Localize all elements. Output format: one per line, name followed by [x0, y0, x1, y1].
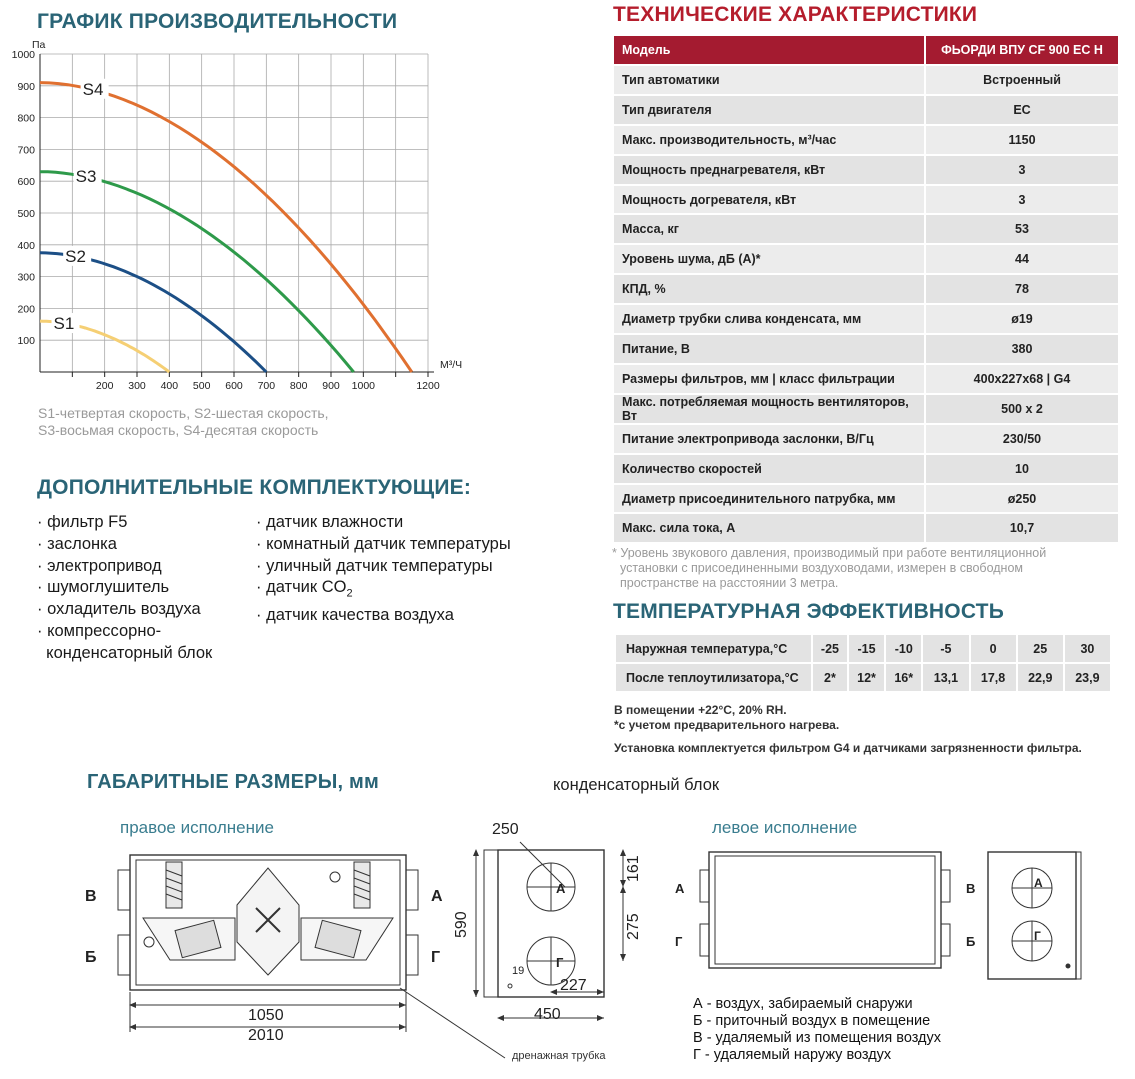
specs-value: 53	[925, 214, 1119, 244]
specs-row	[613, 155, 1119, 185]
temp-note-1: В помещении +22°С, 20% RH.	[614, 703, 787, 717]
cond-label-g: Г	[556, 955, 564, 970]
legend-item: Г - удаляемый наружу воздух	[693, 1047, 892, 1063]
temp-cell: 13,1	[922, 663, 969, 692]
footnote-line: пространстве на расстоянии 3 метра.	[620, 576, 839, 590]
footnote-line: установки с присоединенными воздуховодами, измерен в свободном	[620, 561, 1023, 575]
specs-header-row	[613, 35, 1119, 65]
y-tick-label: 1000	[11, 49, 35, 61]
specs-row	[613, 484, 1119, 514]
temp-cell: 2*	[812, 663, 848, 692]
y-tick-label: 300	[17, 271, 35, 284]
chart-caption	[38, 405, 329, 439]
dim-161: 161	[625, 855, 642, 882]
specs-value: Встроенный	[925, 65, 1119, 95]
x-tick-label: 1000	[351, 380, 376, 392]
accessory-item: · уличный датчик температуры	[256, 556, 493, 575]
accessory-item: · датчик влажности	[256, 513, 404, 531]
specs-row	[613, 214, 1119, 244]
specs-value: 400x227x68 | G4	[925, 364, 1119, 394]
specs-row	[613, 125, 1119, 155]
temp-cell: -10	[885, 634, 922, 663]
specs-value: ø250	[925, 484, 1119, 514]
temp-row	[615, 634, 1111, 663]
specs-row	[613, 334, 1119, 364]
accessories-title: ДОПОЛНИТЕЛЬНЫЕ КОМПЛЕКТУЮЩИЕ:	[37, 476, 472, 499]
specs-label: Мощность преднагревателя, кВт	[613, 155, 925, 185]
dim-250: 250	[492, 821, 519, 838]
accessory-item: · электропривод	[37, 556, 162, 575]
chart-caption-line: S3-восьмая скорость, S4-десятая скорость	[38, 422, 319, 438]
specs-row	[613, 454, 1119, 484]
y-tick-label: 600	[17, 176, 35, 189]
x-tick-label: 600	[225, 380, 243, 392]
temp-cell: -15	[848, 634, 885, 663]
specs-row	[613, 65, 1119, 95]
temp-table	[614, 633, 1112, 693]
temp-cell: 30	[1064, 634, 1111, 663]
y-tick-label: 200	[17, 303, 35, 316]
specs-label: Тип автоматики	[613, 65, 925, 95]
left-cond-label-a: А	[1034, 876, 1043, 890]
dim-590: 590	[453, 911, 470, 938]
temp-cell: -5	[922, 634, 969, 663]
specs-value: 3	[925, 155, 1119, 185]
accessories-col-1	[37, 512, 212, 665]
temp-note-3: Установка комплектуется фильтром G4 и датчиками загрязненности фильтра.	[614, 741, 1082, 755]
specs-value: ø19	[925, 304, 1119, 334]
accessory-item: · охладитель воздуха	[37, 600, 201, 619]
left-label-g: Г	[675, 934, 683, 949]
dim-label-g-right: Г	[431, 949, 441, 966]
x-tick-label: 400	[160, 380, 179, 392]
accessory-item	[256, 577, 511, 605]
series-label-s4: S4	[82, 79, 104, 99]
temp-cell: 17,8	[970, 663, 1017, 692]
accessory-item: конденсаторный блок	[37, 643, 213, 662]
y-tick-label: 400	[17, 239, 35, 252]
specs-label: Мощность догревателя, кВт	[613, 185, 925, 215]
specs-label: Диаметр присоединительного патрубка, мм	[613, 484, 925, 514]
temp-cell: 0	[970, 634, 1017, 663]
specs-header-cell: Модель	[613, 35, 925, 65]
specs-row	[613, 244, 1119, 274]
dim-label-a-right: А	[431, 888, 443, 905]
temp-cell: 25	[1017, 634, 1064, 663]
specs-value: 500 x 2	[925, 394, 1119, 424]
temp-cell: -25	[812, 634, 848, 663]
specs-value: EC	[925, 95, 1119, 125]
temp-title: ТЕМПЕРАТУРНАЯ ЭФФЕКТИВНОСТЬ	[613, 600, 1004, 623]
condenser-drawing	[476, 842, 623, 1018]
accessory-item: · заслонка	[37, 534, 117, 553]
specs-row	[613, 185, 1119, 215]
x-axis-label: М³/Ч	[440, 359, 463, 371]
x-tick-label: 800	[289, 380, 308, 392]
series-line-s3	[40, 172, 354, 372]
temp-label: Наружная температура,°С	[615, 634, 812, 663]
accessory-item: · шумоглушитель	[37, 578, 170, 597]
specs-label: Размеры фильтров, мм | класс фильтрации	[613, 364, 925, 394]
specs-label: Макс. производительность, м³/час	[613, 125, 925, 155]
dim-2010: 2010	[248, 1027, 284, 1044]
right-version-label: правое исполнение	[120, 818, 274, 837]
specs-label: Питание, В	[613, 334, 925, 364]
x-tick-label: 900	[322, 380, 340, 392]
specs-label: Макс. сила тока, А	[613, 513, 925, 543]
specs-footnote	[612, 546, 1046, 591]
specs-label: Масса, кг	[613, 214, 925, 244]
temp-cell: 23,9	[1064, 663, 1111, 692]
temp-cell: 16*	[885, 663, 922, 692]
legend-item: А - воздух, забираемый снаружи	[693, 996, 913, 1012]
chart-title: ГРАФИК ПРОИЗВОДИТЕЛЬНОСТИ	[37, 10, 398, 33]
x-tick-label: 300	[128, 380, 146, 392]
specs-row	[613, 364, 1119, 394]
y-axis-label: Па	[32, 39, 46, 51]
specs-value: 10,7	[925, 513, 1119, 543]
specs-row	[613, 274, 1119, 304]
dims-title: ГАБАРИТНЫЕ РАЗМЕРЫ, мм	[87, 771, 380, 793]
specs-label: Тип двигателя	[613, 95, 925, 125]
dim-19: 19	[512, 965, 525, 977]
dim-label-b-right: Б	[85, 949, 97, 966]
temp-label: После теплоутилизатора,°С	[615, 663, 812, 692]
left-cond-label-g: Г	[1034, 929, 1041, 943]
specs-value: 10	[925, 454, 1119, 484]
specs-value: 1150	[925, 125, 1119, 155]
dim-1050: 1050	[248, 1007, 284, 1024]
series-label-s2: S2	[65, 246, 86, 266]
drain-tube-label: дренажная трубка	[512, 1050, 606, 1062]
x-tick-label: 700	[257, 380, 276, 392]
series-line-s4	[40, 83, 412, 372]
temp-cell: 12*	[848, 663, 885, 692]
specs-row	[613, 95, 1119, 125]
left-version-drawing	[700, 852, 1081, 979]
y-tick-label: 500	[17, 208, 35, 220]
specs-value: 44	[925, 244, 1119, 274]
legend-item: В - удаляемый из помещения воздух	[693, 1030, 942, 1046]
right-version-drawing	[118, 855, 505, 1058]
condenser-block-label: конденсаторный блок	[553, 776, 720, 794]
left-label-v: В	[966, 881, 976, 896]
x-tick-label: 200	[95, 380, 114, 392]
specs-table	[612, 34, 1120, 544]
specs-header-cell: ФЬОРДИ ВПУ CF 900 EC H	[925, 35, 1119, 65]
y-tick-label: 800	[17, 112, 35, 125]
specs-title: ТЕХНИЧЕСКИЕ ХАРАКТЕРИСТИКИ	[613, 3, 978, 26]
accessories-col-2	[256, 512, 511, 627]
legend-item: Б - приточный воздух в помещение	[693, 1013, 931, 1029]
accessory-item: · комнатный датчик температуры	[256, 534, 511, 553]
left-label-b: Б	[966, 934, 976, 949]
series-label-s3: S3	[75, 167, 97, 187]
specs-value: 78	[925, 274, 1119, 304]
accessory-co2-text: · датчик CO	[256, 578, 347, 597]
dimension-drawings	[0, 820, 1135, 1079]
footnote-line: * Уровень звукового давления, производимый при работе вентиляционной	[612, 546, 1047, 560]
specs-label: Макс. потребляемая мощность вентиляторов, Вт	[613, 394, 925, 424]
cond-label-a: А	[556, 881, 566, 896]
specs-label: Количество скоростей	[613, 454, 925, 484]
performance-chart	[0, 32, 480, 402]
accessory-item: · компрессорно-	[37, 621, 162, 640]
dim-227: 227	[560, 977, 587, 994]
y-tick-label: 900	[17, 80, 35, 93]
specs-label: Уровень шума, дБ (А)*	[613, 244, 925, 274]
chart-caption-line: S1-четвертая скорость, S2-шестая скорость,	[38, 405, 329, 421]
temp-row	[615, 663, 1111, 692]
specs-value: 380	[925, 334, 1119, 364]
specs-row	[613, 394, 1119, 424]
specs-value: 3	[925, 185, 1119, 215]
left-label-a: А	[675, 881, 685, 896]
x-tick-label: 1200	[416, 380, 440, 392]
left-version-label: левое исполнение	[712, 818, 858, 837]
specs-label: Диаметр трубки слива конденсата, мм	[613, 304, 925, 334]
specs-row	[613, 304, 1119, 334]
dim-450: 450	[534, 1006, 561, 1023]
dim-275: 275	[625, 913, 642, 940]
dim-label-v-right: В	[85, 888, 97, 905]
y-tick-label: 700	[17, 144, 35, 157]
airflow-legend	[693, 996, 941, 1064]
y-tick-label: 100	[17, 335, 35, 348]
specs-label: КПД, %	[613, 274, 925, 304]
series-label-s1: S1	[53, 314, 75, 334]
specs-value: 230/50	[925, 424, 1119, 454]
accessory-item: · фильтр F5	[37, 513, 128, 531]
accessory-co2-sub: 2	[346, 587, 353, 600]
specs-row	[613, 513, 1119, 543]
accessory-item: · датчик качества воздуха	[256, 606, 454, 625]
series-line-s2	[40, 253, 266, 372]
specs-label: Питание электропривода заслонки, В/Гц	[613, 424, 925, 454]
temp-cell: 22,9	[1017, 663, 1064, 692]
x-tick-label: 500	[192, 380, 211, 392]
specs-row	[613, 424, 1119, 454]
temp-note-2: *с учетом предварительного нагрева.	[614, 718, 840, 732]
